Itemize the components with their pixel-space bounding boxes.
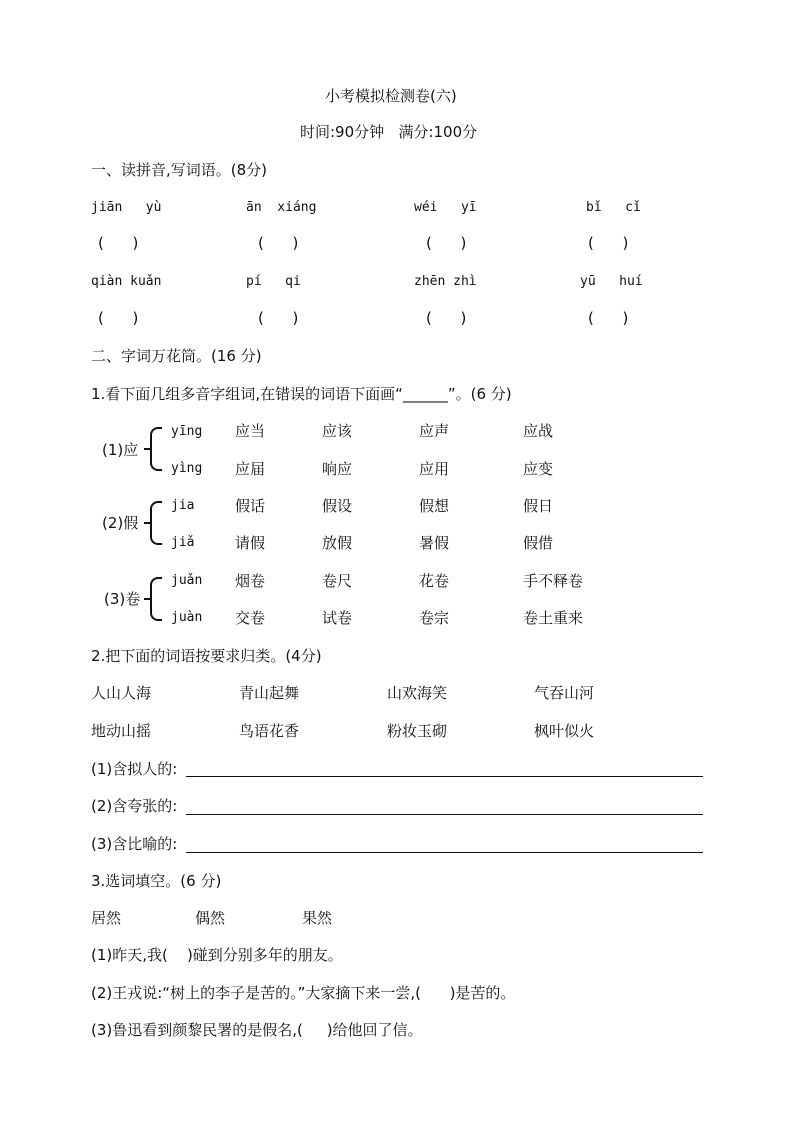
page-title: 小考模拟检测卷(六) <box>325 87 457 105</box>
classify-word: 气吞山河 <box>534 684 595 702</box>
option-word: 果然 <box>302 909 333 927</box>
pinyin-item: pí qi <box>246 274 301 289</box>
word[interactable]: 应战 <box>523 422 554 440</box>
answer-blank[interactable]: ( ) <box>258 309 299 327</box>
pinyin-label: jiǎ <box>171 535 195 550</box>
pinyin-label: jia <box>171 498 195 513</box>
word[interactable]: 卷宗 <box>419 609 450 627</box>
group-label: (1)应 <box>102 441 139 459</box>
pinyin-item: ān xiáng <box>246 200 317 215</box>
pinyin-label: yīng <box>171 424 203 439</box>
answer-blank[interactable]: ( ) <box>98 309 139 327</box>
word[interactable]: 假日 <box>523 497 554 515</box>
pinyin-item: yū huí <box>580 274 643 289</box>
answer-line[interactable] <box>186 852 703 853</box>
word[interactable]: 暑假 <box>419 534 450 552</box>
classify-word: 地动山摇 <box>91 722 152 740</box>
word[interactable]: 应当 <box>235 422 266 440</box>
answer-blank[interactable]: ( ) <box>258 234 299 252</box>
word[interactable]: 手不释卷 <box>523 572 584 590</box>
pinyin-label: juǎn <box>171 573 203 588</box>
answer-line[interactable] <box>186 776 703 777</box>
pinyin-item: qiàn kuǎn <box>91 274 162 289</box>
word[interactable]: 假话 <box>235 497 266 515</box>
fill-sentence[interactable]: (3)鲁迅看到颜黎民署的是假名,( )给他回了信。 <box>91 1021 423 1039</box>
word[interactable]: 应变 <box>523 460 554 478</box>
classify-word: 粉妆玉砌 <box>387 722 448 740</box>
word[interactable]: 应该 <box>322 422 353 440</box>
page-subtitle: 时间:90分钟 满分:100分 <box>300 123 478 141</box>
classify-word: 山欢海笑 <box>387 684 448 702</box>
category-label: (2)含夸张的: <box>91 797 178 815</box>
fill-sentence[interactable]: (2)王戎说:“树上的李子是苦的。”大家摘下来一尝,( )是苦的。 <box>91 984 516 1002</box>
answer-blank[interactable]: ( ) <box>98 234 139 252</box>
word[interactable]: 请假 <box>235 534 266 552</box>
pinyin-item: wéi yī <box>414 200 477 215</box>
word[interactable]: 应声 <box>419 422 450 440</box>
word[interactable]: 应届 <box>235 460 266 478</box>
answer-blank[interactable]: ( ) <box>426 234 467 252</box>
word[interactable]: 应用 <box>419 460 450 478</box>
fill-sentence[interactable]: (1)昨天,我( )碰到分别多年的朋友。 <box>91 946 343 964</box>
group-label: (3)卷 <box>104 590 141 608</box>
classify-word: 枫叶似火 <box>534 722 595 740</box>
brace-icon <box>150 501 162 545</box>
word[interactable]: 假想 <box>419 497 450 515</box>
word[interactable]: 交卷 <box>235 609 266 627</box>
word[interactable]: 假借 <box>523 534 554 552</box>
answer-blank[interactable]: ( ) <box>588 309 629 327</box>
word[interactable]: 放假 <box>322 534 353 552</box>
brace-icon <box>150 427 162 471</box>
word[interactable]: 烟卷 <box>235 572 266 590</box>
answer-blank[interactable]: ( ) <box>588 234 629 252</box>
question-3-prompt: 3.选词填空。(6 分) <box>91 872 222 890</box>
pinyin-item: zhēn zhì <box>414 274 477 289</box>
word[interactable]: 卷尺 <box>322 572 353 590</box>
answer-blank[interactable]: ( ) <box>426 309 467 327</box>
section-1-heading: 一、读拼音,写词语。(8分) <box>91 161 268 179</box>
brace-icon <box>150 577 162 621</box>
word[interactable]: 卷土重来 <box>523 609 584 627</box>
pinyin-label: yìng <box>171 461 203 476</box>
question-2-prompt: 2.把下面的词语按要求归类。(4分) <box>91 647 322 665</box>
pinyin-item: bǐ cǐ <box>586 200 641 215</box>
group-label: (2)假 <box>102 514 139 532</box>
category-label: (1)含拟人的: <box>91 760 178 778</box>
pinyin-label: juàn <box>171 610 203 625</box>
word[interactable]: 试卷 <box>322 609 353 627</box>
pinyin-item: jiān yù <box>91 200 162 215</box>
question-1-prompt: 1.看下面几组多音字组词,在错误的词语下面画“______”。(6 分) <box>91 385 512 403</box>
word[interactable]: 假设 <box>322 497 353 515</box>
classify-word: 青山起舞 <box>239 684 300 702</box>
section-2-heading: 二、字词万花筒。(16 分) <box>91 347 262 365</box>
word[interactable]: 响应 <box>322 460 353 478</box>
category-label: (3)含比喻的: <box>91 835 178 853</box>
classify-word: 人山人海 <box>91 684 152 702</box>
answer-line[interactable] <box>186 814 703 815</box>
word[interactable]: 花卷 <box>419 572 450 590</box>
option-word: 居然 <box>91 909 122 927</box>
classify-word: 鸟语花香 <box>239 722 300 740</box>
option-word: 偶然 <box>195 909 226 927</box>
